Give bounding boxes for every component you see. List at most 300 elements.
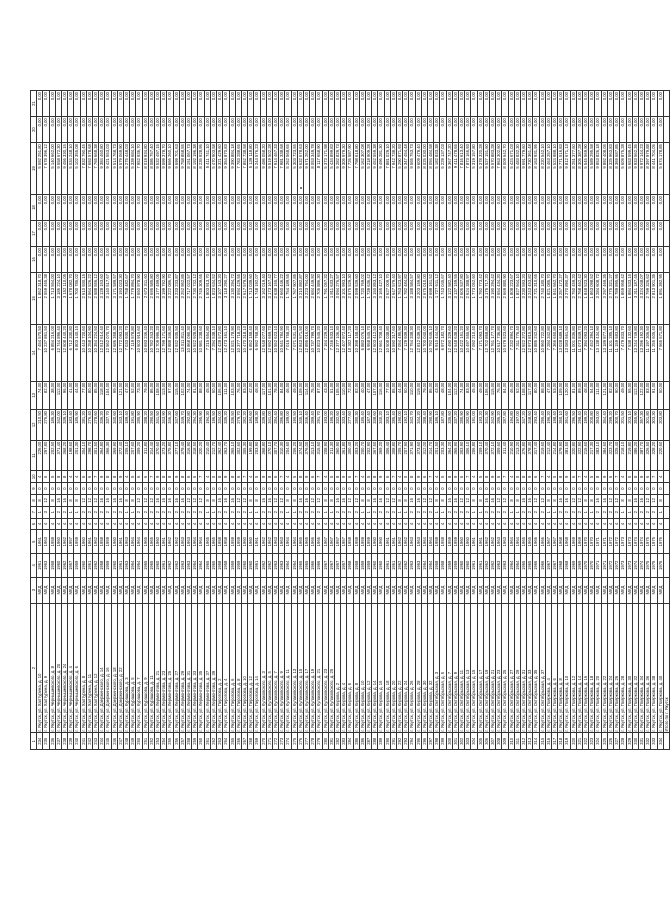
table-cell: 0,00: [490, 117, 496, 143]
table-cell: 5: [403, 471, 409, 483]
table-cell: 212,40: [545, 440, 551, 471]
table-cell: 4: [638, 518, 644, 530]
table-cell: 7: [198, 471, 204, 483]
table-cell: 4: [527, 518, 533, 530]
table-cell: 0,00: [136, 247, 142, 273]
table-cell: 311,40: [502, 440, 508, 471]
table-cell: МКД: [334, 577, 340, 603]
table-cell: 2: [465, 506, 471, 518]
table-cell: 262: [210, 733, 216, 750]
table-cell: 7: [651, 471, 657, 483]
table-cell: 0: [638, 483, 644, 495]
table-cell: МКД: [316, 577, 322, 603]
table-cell: 2: [372, 506, 378, 518]
table-cell: 1 758 482,67: [124, 273, 130, 325]
table-cell: 0,00: [607, 117, 613, 143]
table-cell: 253: [155, 733, 161, 750]
table-cell: 10 868 090,30: [186, 324, 192, 381]
table-cell: 4: [607, 518, 613, 530]
table-cell: 7 942 738,20: [390, 143, 396, 195]
table-cell: 206,80: [471, 440, 477, 471]
table-cell: 120,00: [564, 381, 570, 409]
table-cell: 5 319 157,80: [471, 143, 477, 195]
table-cell: 109,00: [297, 381, 303, 409]
table-cell: 1965: [527, 530, 533, 554]
table-cell: 7 881 029,10: [384, 143, 390, 195]
table-cell: 0,00: [235, 195, 241, 221]
table-cell: 387,70: [638, 440, 644, 471]
table-cell: 4: [576, 518, 582, 530]
table-cell: 200,70: [359, 440, 365, 471]
table-cell: 304: [471, 733, 477, 750]
table-cell: 0,00: [620, 221, 626, 247]
table-cell: 0,00: [353, 195, 359, 221]
table-cell: 260: [198, 733, 204, 750]
table-cell: 0,00: [86, 117, 92, 143]
table-cell: МКД: [595, 577, 601, 603]
table-cell: 0,00: [179, 195, 185, 221]
table-cell: 4: [465, 518, 471, 530]
table-cell: 325: [601, 733, 607, 750]
table-cell: 0,00: [173, 195, 179, 221]
table-cell: 0,00: [136, 221, 142, 247]
table-cell: 0,00: [229, 221, 235, 247]
table-cell: 0,00: [390, 195, 396, 221]
table-cell: 13 083 561,50: [564, 324, 570, 381]
table-cell: 4: [564, 518, 570, 530]
table-cell: 91,00: [651, 381, 657, 409]
table-cell: 309,20: [136, 440, 142, 471]
table-cell: 193,20: [477, 409, 483, 440]
table-cell: 1965: [297, 530, 303, 554]
address-cell: г. Якутск, ул. Кулаковского, д. 19: [310, 603, 316, 733]
table-cell: 319,60: [539, 440, 545, 471]
table-cell: 198,60: [68, 440, 74, 471]
table-cell: 290,50: [148, 409, 154, 440]
table-cell: 107,00: [372, 381, 378, 409]
table-cell: 0,00: [142, 247, 148, 273]
table-cell: 0,00: [49, 117, 55, 143]
table-cell: 9 853 826,18: [595, 143, 601, 195]
table-cell: 0,00: [502, 221, 508, 247]
table-cell: 9 456 330,15: [62, 143, 68, 195]
table-cell: 0,00: [502, 117, 508, 143]
table-cell: 16: [378, 494, 384, 506]
table-cell: 2: [347, 506, 353, 518]
table-cell: 0,00: [384, 91, 390, 117]
table-cell: 1960: [465, 530, 471, 554]
table-cell: 299: [440, 733, 446, 750]
table-cell: 275: [291, 733, 297, 750]
table-cell: 0,00: [601, 247, 607, 273]
table-cell: 0,00: [328, 221, 334, 247]
table-cell: 283,10: [384, 409, 390, 440]
table-cell: 0,00: [254, 195, 260, 221]
table-cell: 74,00: [37, 381, 43, 409]
table-cell: 7 016 758,20: [285, 324, 291, 381]
table-cell: 0: [248, 483, 254, 495]
address-cell: г. Якутск, ул. Пояркова, д. 6: [552, 603, 558, 733]
table-cell: МКД: [521, 577, 527, 603]
table-cell: 4: [601, 518, 607, 530]
table-cell: 0,00: [651, 91, 657, 117]
table-cell: МКД: [483, 577, 489, 603]
table-cell: 13 138 434,90: [595, 324, 601, 381]
table-cell: 114,00: [303, 381, 309, 409]
table-cell: 0,00: [136, 91, 142, 117]
table-cell: 0,00: [272, 247, 278, 273]
table-cell: 12: [279, 494, 285, 506]
table-cell: 1958: [99, 553, 105, 577]
table-cell: 365,10: [229, 440, 235, 471]
table-cell: 297,80: [43, 440, 49, 471]
table-cell: 4: [74, 518, 80, 530]
table-cell: 1967: [322, 553, 328, 577]
table-cell: 1972: [607, 530, 613, 554]
table-cell: [663, 91, 669, 117]
table-cell: 1960: [459, 530, 465, 554]
table-cell: 0,00: [179, 117, 185, 143]
table-cell: МКД: [365, 577, 371, 603]
table-cell: 7: [279, 471, 285, 483]
table-cell: МКД: [62, 577, 68, 603]
table-cell: 351,60: [564, 409, 570, 440]
table-cell: 12 648 077,60: [260, 324, 266, 381]
table-cell: 0,00: [403, 221, 409, 247]
table-cell: 189,00: [285, 409, 291, 440]
table-cell: 0,00: [155, 221, 161, 247]
address-cell: г. Якутск, ул. Кирова, д. 20: [390, 603, 396, 733]
table-cell: 0,00: [272, 221, 278, 247]
table-cell: 8 369 687,85: [614, 143, 620, 195]
table-cell: 0,00: [359, 117, 365, 143]
table-cell: 8: [508, 494, 514, 506]
table-cell: 0,00: [148, 195, 154, 221]
table-cell: 1958: [99, 530, 105, 554]
table-cell: 1962: [260, 530, 266, 554]
table-cell: 11 159 583,80: [614, 324, 620, 381]
table-cell: 203,10: [626, 409, 632, 440]
table-cell: 0,00: [483, 195, 489, 221]
table-cell: 1960: [248, 553, 254, 577]
table-cell: 7 693 578,68: [86, 143, 92, 195]
table-cell: 372,40: [117, 440, 123, 471]
table-cell: 4: [459, 518, 465, 530]
table-cell: 1 713 554,00: [49, 273, 55, 325]
table-cell: 8: [37, 494, 43, 506]
table-cell: 9: [173, 471, 179, 483]
table-cell: 0,00: [521, 195, 527, 221]
table-cell: 1972: [614, 530, 620, 554]
table-cell: 0,00: [521, 247, 527, 273]
address-cell: г. Якутск, ул. Кулаковского, д. 17: [303, 603, 309, 733]
table-cell: 1958: [49, 553, 55, 577]
table-cell: 79,00: [142, 381, 148, 409]
table-cell: 5: [130, 471, 136, 483]
table-cell: 384,60: [601, 440, 607, 471]
table-cell: 0: [105, 483, 111, 495]
table-cell: 118,00: [99, 381, 105, 409]
table-cell: 9 305 979,30: [341, 143, 347, 195]
table-cell: 243: [93, 733, 99, 750]
table-cell: 1959: [74, 553, 80, 577]
table-cell: 314: [533, 733, 539, 750]
table-cell: 9: [155, 471, 161, 483]
table-cell: [663, 440, 669, 471]
table-cell: 8 397 979,88: [645, 143, 651, 195]
table-cell: [663, 409, 669, 440]
table-cell: 2 730 732,12: [192, 273, 198, 325]
table-cell: 7 215 654,80: [204, 324, 210, 381]
table-cell: 3 122 582,40: [446, 273, 452, 325]
table-cell: 4: [285, 471, 291, 483]
table-cell: 1966: [539, 553, 545, 577]
table-cell: МКД: [55, 577, 61, 603]
table-cell: 89,00: [576, 381, 582, 409]
table-cell: 0,00: [527, 221, 533, 247]
table-cell: 0,00: [508, 195, 514, 221]
table-cell: 0,00: [638, 117, 644, 143]
table-cell: 2: [217, 506, 223, 518]
table-cell: 110,00: [409, 381, 415, 409]
table-cell: 0,00: [111, 91, 117, 117]
table-cell: 1964: [421, 553, 427, 577]
table-cell: 0,00: [328, 117, 334, 143]
table-cell: 1972: [607, 553, 613, 577]
table-cell: 2: [198, 506, 204, 518]
table-cell: 4: [632, 518, 638, 530]
table-cell: 0,00: [55, 91, 61, 117]
table-cell: 202,90: [365, 440, 371, 471]
table-cell: 0,00: [297, 195, 303, 221]
table-cell: 0,00: [161, 117, 167, 143]
table-cell: 1970: [589, 530, 595, 554]
table-cell: 0,00: [428, 91, 434, 117]
table-cell: 0,00: [638, 247, 644, 273]
table-cell: 0,00: [403, 91, 409, 117]
table-cell: 328: [620, 733, 626, 750]
table-cell: 1: [552, 506, 558, 518]
table-cell: 87,00: [316, 381, 322, 409]
table-cell: 0: [130, 483, 136, 495]
table-cell: 13 189 877,40: [601, 324, 607, 381]
table-cell: [663, 195, 669, 221]
table-cell: 0,00: [155, 195, 161, 221]
table-cell: 1960: [155, 530, 161, 554]
table-cell: МКД: [564, 577, 570, 603]
table-cell: 0,00: [440, 117, 446, 143]
table-cell: 3 243 453,82: [527, 273, 533, 325]
table-cell: 186,30: [49, 409, 55, 440]
table-cell: 202,50: [49, 440, 55, 471]
table-cell: 0: [229, 483, 235, 495]
table-cell: 3 223 754,00: [303, 273, 309, 325]
address-cell: г. Якутск, ул. Курашова, д. 11: [148, 603, 154, 733]
table-cell: 0,00: [558, 91, 564, 117]
table-cell: 41,00: [68, 381, 74, 409]
table-cell: 3 324 048,07: [638, 273, 644, 325]
table-cell: 4: [117, 518, 123, 530]
table-cell: 198,40: [552, 409, 558, 440]
table-cell: 1959: [365, 530, 371, 554]
table-cell: 4: [341, 518, 347, 530]
table-cell: 1958: [347, 553, 353, 577]
table-cell: 0,00: [117, 221, 123, 247]
table-cell: 1965: [148, 530, 154, 554]
table-cell: 1967: [552, 553, 558, 577]
table-cell: 0,00: [334, 221, 340, 247]
table-cell: 8: [266, 471, 272, 483]
table-cell: 4: [434, 471, 440, 483]
table-cell: 340,20: [378, 409, 384, 440]
table-cell: 119,00: [415, 381, 421, 409]
table-cell: 10 258 104,90: [86, 324, 92, 381]
table-cell: 1974: [632, 530, 638, 554]
table-cell: 49,00: [477, 381, 483, 409]
table-cell: 4: [570, 518, 576, 530]
table-cell: 353,00: [595, 409, 601, 440]
address-cell: г. Якутск, ул. Пояркова, д. 22: [601, 603, 607, 733]
table-cell: 0,00: [192, 221, 198, 247]
address-cell: г. Якутск, ул. Кулаковского, д. 25: [328, 603, 334, 733]
table-cell: 1968: [558, 553, 564, 577]
table-cell: 16: [229, 494, 235, 506]
table-cell: 301,50: [93, 440, 99, 471]
table-cell: 279: [316, 733, 322, 750]
table-cell: 320,20: [198, 440, 204, 471]
table-cell: МКД: [552, 577, 558, 603]
table-cell: 8: [217, 471, 223, 483]
table-cell: 249: [130, 733, 136, 750]
table-cell: 346,30: [167, 409, 173, 440]
table-cell: 2: [279, 506, 285, 518]
table-cell: 0,00: [589, 117, 595, 143]
table-cell: 2: [303, 506, 309, 518]
table-cell: 0,00: [161, 247, 167, 273]
table-cell: 316: [545, 733, 551, 750]
table-cell: 0,00: [508, 247, 514, 273]
table-cell: 16: [452, 494, 458, 506]
table-cell: 13 296 192,30: [638, 324, 644, 381]
table-cell: 241: [80, 733, 86, 750]
table-cell: 1961: [37, 553, 43, 577]
table-cell: МКД: [179, 577, 185, 603]
table-cell: 0,00: [496, 221, 502, 247]
table-cell: 336,20: [99, 409, 105, 440]
table-cell: 0,00: [527, 117, 533, 143]
table-cell: 317,40: [533, 440, 539, 471]
table-cell: МКД: [173, 577, 179, 603]
table-cell: 0,00: [576, 221, 582, 247]
table-cell: МКД: [638, 577, 644, 603]
table-cell: 0,00: [260, 195, 266, 221]
table-cell: 16: [521, 494, 527, 506]
table-cell: 0,00: [384, 195, 390, 221]
table-cell: 0,00: [186, 117, 192, 143]
table-cell: 0,00: [285, 195, 291, 221]
table-cell: 0,00: [527, 195, 533, 221]
column-header: 21: [31, 91, 37, 117]
table-cell: 301,80: [645, 409, 651, 440]
table-cell: 0,00: [148, 221, 154, 247]
table-cell: 8 086 757,40: [148, 143, 154, 195]
table-cell: 12 922 372,80: [521, 324, 527, 381]
table-cell: 0,00: [136, 117, 142, 143]
table-cell: 184,60: [248, 409, 254, 440]
table-cell: 303,90: [459, 440, 465, 471]
table-cell: 9 666 260,10: [167, 143, 173, 195]
table-cell: 42,00: [248, 381, 254, 409]
table-cell: 1962: [490, 530, 496, 554]
table-cell: 4: [539, 518, 545, 530]
table-cell: 7 454 570,50: [37, 324, 43, 381]
table-cell: 1964: [508, 530, 514, 554]
table-cell: МКД: [502, 577, 508, 603]
table-cell: 0,00: [254, 91, 260, 117]
table-cell: 0,00: [217, 221, 223, 247]
table-cell: 0,00: [161, 221, 167, 247]
table-cell: 1 827 944,10: [514, 273, 520, 325]
table-cell: 0,00: [316, 247, 322, 273]
table-cell: 0: [384, 483, 390, 495]
table-cell: МКД: [384, 577, 390, 603]
table-cell: 10 922 928,50: [192, 324, 198, 381]
table-cell: 12: [576, 494, 582, 506]
table-cell: 1970: [583, 553, 589, 577]
table-cell: 381,50: [564, 440, 570, 471]
table-cell: 4: [198, 518, 204, 530]
address-cell: г. Якутск, ул. Кирова, д. 30: [421, 603, 427, 733]
table-cell: 2 627 009,70: [384, 273, 390, 325]
table-cell: 2 813 901,35: [651, 273, 657, 325]
table-cell: 8 305 387,28: [576, 143, 582, 195]
address-cell: г. Якутск, ул. Пояркова, д. 28: [620, 603, 626, 733]
table-cell: 0,00: [155, 247, 161, 273]
table-cell: 0,00: [105, 247, 111, 273]
table-cell: МКД: [378, 577, 384, 603]
table-cell: 0,00: [148, 117, 154, 143]
table-cell: 321: [576, 733, 582, 750]
table-cell: 0,00: [564, 247, 570, 273]
table-cell: 0,00: [37, 91, 43, 117]
table-cell: 213,20: [514, 440, 520, 471]
table-cell: 1963: [279, 530, 285, 554]
table-cell: 0,00: [651, 195, 657, 221]
table-cell: 0,00: [279, 195, 285, 221]
table-cell: 0,00: [161, 91, 167, 117]
table-cell: 6 712 330,80: [68, 324, 74, 381]
table-cell: 328,20: [651, 440, 657, 471]
column-header: 18: [31, 195, 37, 221]
table-cell: 339,80: [260, 409, 266, 440]
table-cell: 0,00: [490, 91, 496, 117]
table-cell: 103,00: [229, 381, 235, 409]
table-cell: 320,80: [570, 440, 576, 471]
table-cell: 6: [645, 471, 651, 483]
table-cell: 1964: [198, 553, 204, 577]
table-cell: 0,00: [421, 91, 427, 117]
address-cell: г. Якутск, ул. Октябрьская, д. 37: [539, 603, 545, 733]
table-cell: 0,00: [490, 221, 496, 247]
table-cell: 7 246 533,10: [328, 324, 334, 381]
table-cell: 12: [533, 494, 539, 506]
table-cell: 1 869 958,42: [620, 273, 626, 325]
table-cell: 11 197 306,50: [645, 324, 651, 381]
table-cell: 0,00: [396, 221, 402, 247]
table-cell: 9 758 858,55: [179, 143, 185, 195]
table-cell: 0,00: [279, 117, 285, 143]
table-cell: 0,00: [496, 247, 502, 273]
